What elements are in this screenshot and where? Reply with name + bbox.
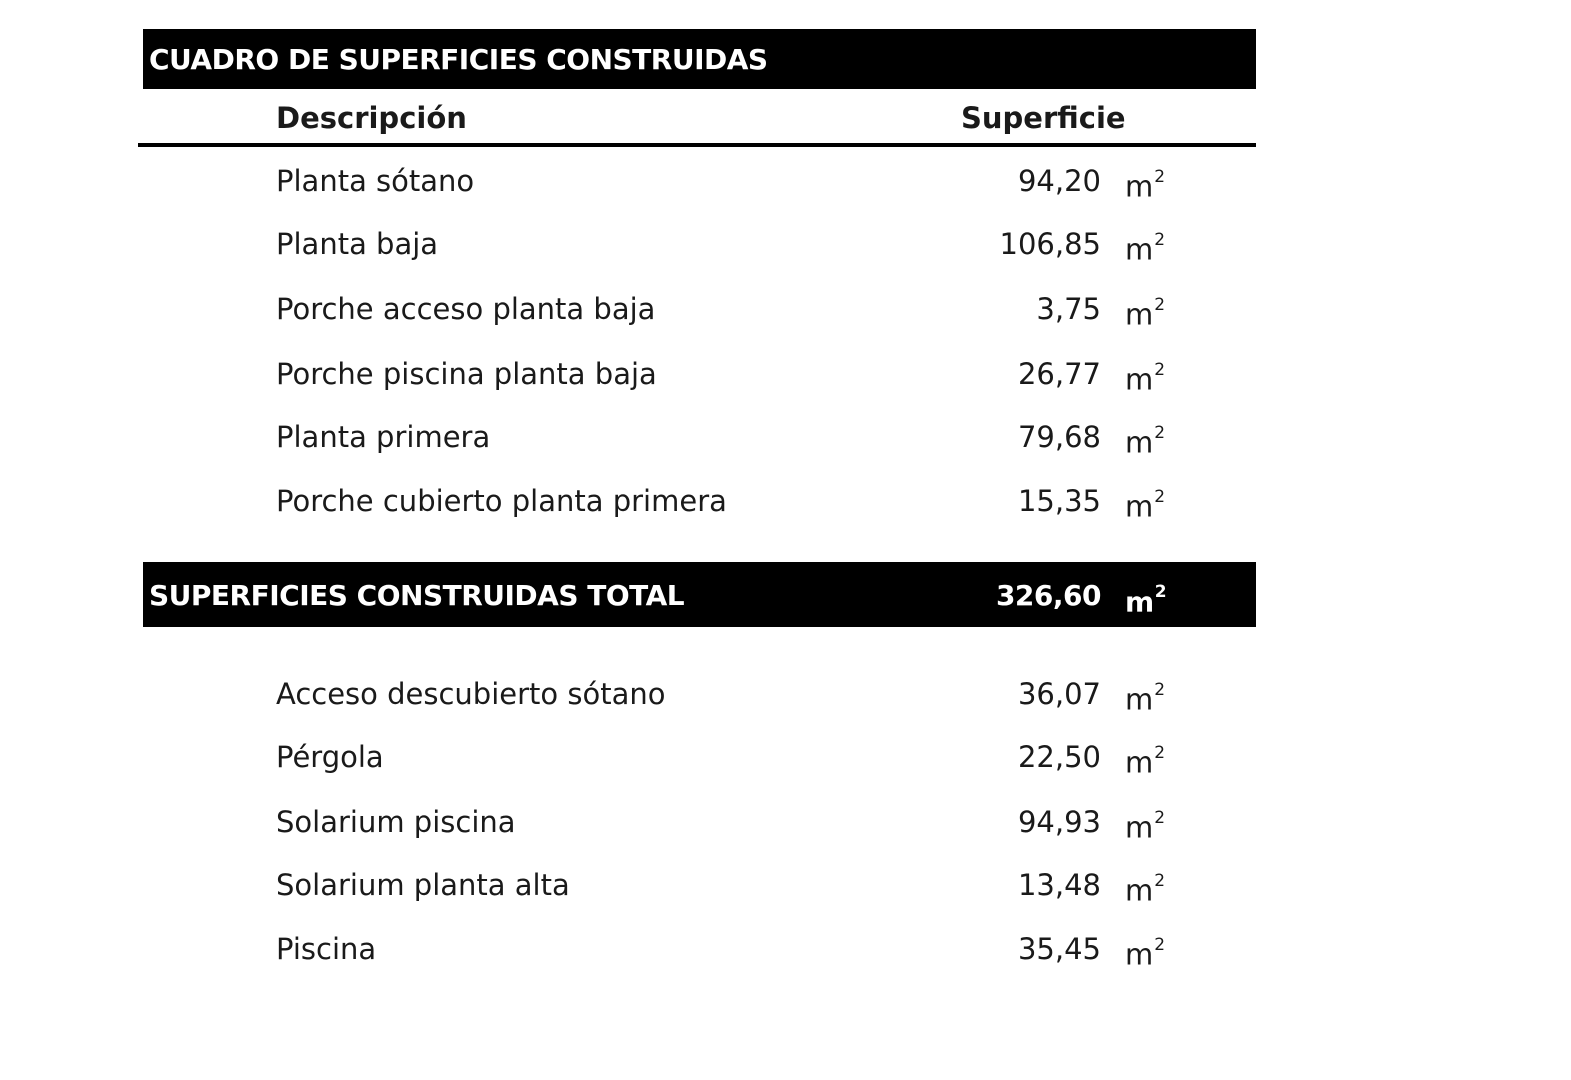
row-value: 22,50 <box>1017 740 1101 774</box>
row-unit: $m^2$ <box>1125 295 1166 332</box>
total-unit: $m^2$ <box>1125 582 1167 619</box>
row-description: Pérgola <box>276 740 384 774</box>
total-label: SUPERFICIES CONSTRUIDAS TOTAL <box>149 579 685 612</box>
table-row <box>0 415 1571 459</box>
total-value: 326,60 <box>995 579 1101 612</box>
row-value: 94,93 <box>1017 805 1101 839</box>
row-description: Acceso descubierto sótano <box>276 677 666 711</box>
total-row <box>143 562 1256 627</box>
row-unit: $m^2$ <box>1125 360 1166 397</box>
row-description: Porche cubierto planta primera <box>276 484 727 518</box>
row-value: 13,48 <box>1017 868 1101 902</box>
row-unit: $m^2$ <box>1125 487 1166 524</box>
table-row <box>0 800 1571 844</box>
table-row <box>0 222 1571 266</box>
header-surface: Superficie <box>961 101 1126 135</box>
table-header <box>0 95 1571 145</box>
row-value: 79,68 <box>1017 420 1101 454</box>
row-value: 35,45 <box>1017 932 1101 966</box>
row-description: Solarium planta alta <box>276 868 570 902</box>
row-value: 106,85 <box>999 227 1101 261</box>
row-unit: $m^2$ <box>1125 167 1166 204</box>
row-unit: $m^2$ <box>1125 680 1166 717</box>
row-value: 26,77 <box>1017 357 1101 391</box>
row-value: 36,07 <box>1017 677 1101 711</box>
row-description: Solarium piscina <box>276 805 516 839</box>
table-row <box>0 735 1571 779</box>
row-description: Planta baja <box>276 227 439 261</box>
row-value: 15,35 <box>1017 484 1101 518</box>
table-row <box>0 352 1571 396</box>
table-row <box>0 863 1571 907</box>
row-unit: $m^2$ <box>1125 935 1166 972</box>
row-unit: $m^2$ <box>1125 808 1166 845</box>
row-description: Planta primera <box>276 420 491 454</box>
table-row <box>0 672 1571 716</box>
table-row <box>0 479 1571 523</box>
row-unit: $m^2$ <box>1125 230 1166 267</box>
header-description: Descripción <box>276 101 467 135</box>
table-row <box>0 287 1571 331</box>
row-unit: $m^2$ <box>1125 423 1166 460</box>
row-description: Porche acceso planta baja <box>276 292 656 326</box>
row-value: 3,75 <box>1036 292 1101 326</box>
table-title: CUADRO DE SUPERFICIES CONSTRUIDAS <box>143 29 1256 89</box>
header-divider <box>138 143 1256 147</box>
row-description: Piscina <box>276 932 377 966</box>
row-unit: $m^2$ <box>1125 743 1166 780</box>
table-row <box>0 159 1571 203</box>
row-description: Planta sótano <box>276 164 475 198</box>
row-description: Porche piscina planta baja <box>276 357 657 391</box>
table-row <box>0 927 1571 971</box>
row-unit: $m^2$ <box>1125 871 1166 908</box>
row-value: 94,20 <box>1017 164 1101 198</box>
